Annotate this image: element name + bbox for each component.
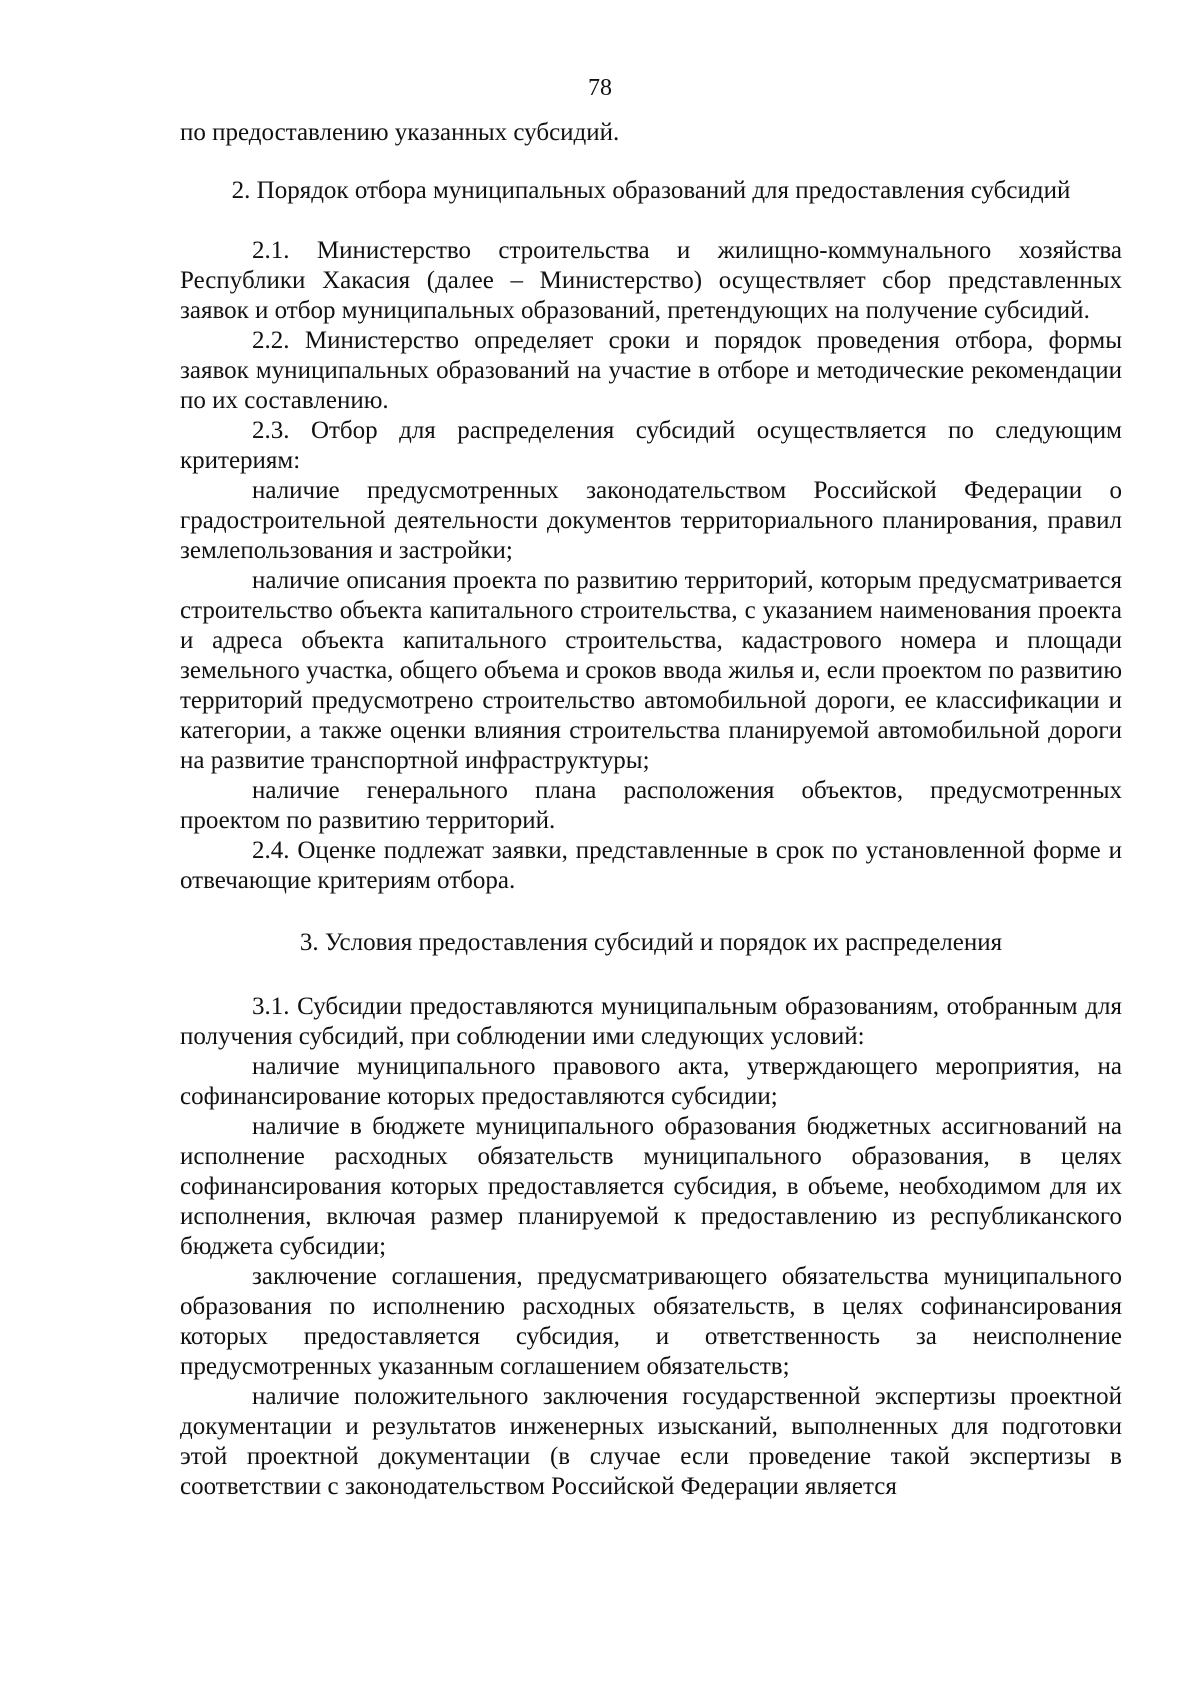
paragraph-2-3: 2.3. Отбор для распределения субсидий осуществляется по следующим критериям:: [180, 417, 1122, 474]
document-body: [180, 118, 1122, 1502]
condition-1: наличие муниципального правового акта, утверждающего мероприятия, на софинансирование которых предоставляются субсидии;: [180, 1053, 1122, 1110]
section-2-heading: 2. Порядок отбора муниципальных образований для предоставления субсидий: [231, 177, 1071, 204]
criterion-1: наличие предусмотренных законодательством Российской Федерации о градостроительной деятельности документов территориального планирования, правил землепользования и застройки;: [180, 477, 1122, 564]
condition-4: наличие положительного заключения государственной экспертизы проектной документации и результатов инженерных изысканий, выполненных для подготовки этой проектной документации (в случае если проведение такой экспертизы в соответствии с законодательством Российской Федерации является: [180, 1383, 1122, 1500]
criterion-2: наличие описания проекта по развитию территорий, которым предусматривается строительство объекта капитального строительства, с указанием наименования проекта и адреса объекта капитального строительства, кадастрового номера и площади земельного участка, общего объема и сроков ввода жилья и, если проектом по развитию территорий предусмотрено строительство автомобильной дороги, ее классификации и категории, а также оценки влияния строительства планируемой автомобильной дороги на развитие транспортной инфраструктуры;: [180, 567, 1122, 774]
paragraph-2-1: 2.1. Министерство строительства и жилищно-коммунального хозяйства Республики Хакасия (далее – Министерство) осуществляет сбор представленных заявок и отбор муниципальных образований, претендующих на получение субсидий.: [180, 237, 1122, 324]
condition-2: наличие в бюджете муниципального образования бюджетных ассигнований на исполнение расходных обязательств муниципального образования, в целях софинансирования которых предоставляется субсидия, в объеме, необходимом для их исполнения, включая размер планируемой к предоставлению из республиканского бюджета субсидии;: [180, 1113, 1122, 1260]
page-number: 78: [588, 75, 612, 101]
condition-3: заключение соглашения, предусматривающего обязательства муниципального образования по исполнению расходных обязательств, в целях софинансирования которых предоставляется субсидия, и ответственность за неисполнение предусмотренных указанным соглашением обязательств;: [180, 1263, 1122, 1380]
criterion-3: наличие генерального плана расположения объектов, предусмотренных проектом по развитию территорий.: [180, 777, 1122, 834]
continuation-line: по предоставлению указанных субсидий.: [180, 119, 620, 146]
section-3-heading: 3. Условия предоставления субсидий и порядок их распределения: [299, 929, 1003, 956]
paragraph-2-2: 2.2. Министерство определяет сроки и порядок проведения отбора, формы заявок муниципальных образований на участие в отборе и методические рекомендации по их составлению.: [180, 327, 1122, 414]
paragraph-3-1: 3.1. Субсидии предоставляются муниципальным образованиям, отобранным для получения субсидий, при соблюдении ими следующих условий:: [180, 993, 1122, 1050]
paragraph-2-4: 2.4. Оценке подлежат заявки, представленные в срок по установленной форме и отвечающие критериям отбора.: [180, 837, 1122, 894]
